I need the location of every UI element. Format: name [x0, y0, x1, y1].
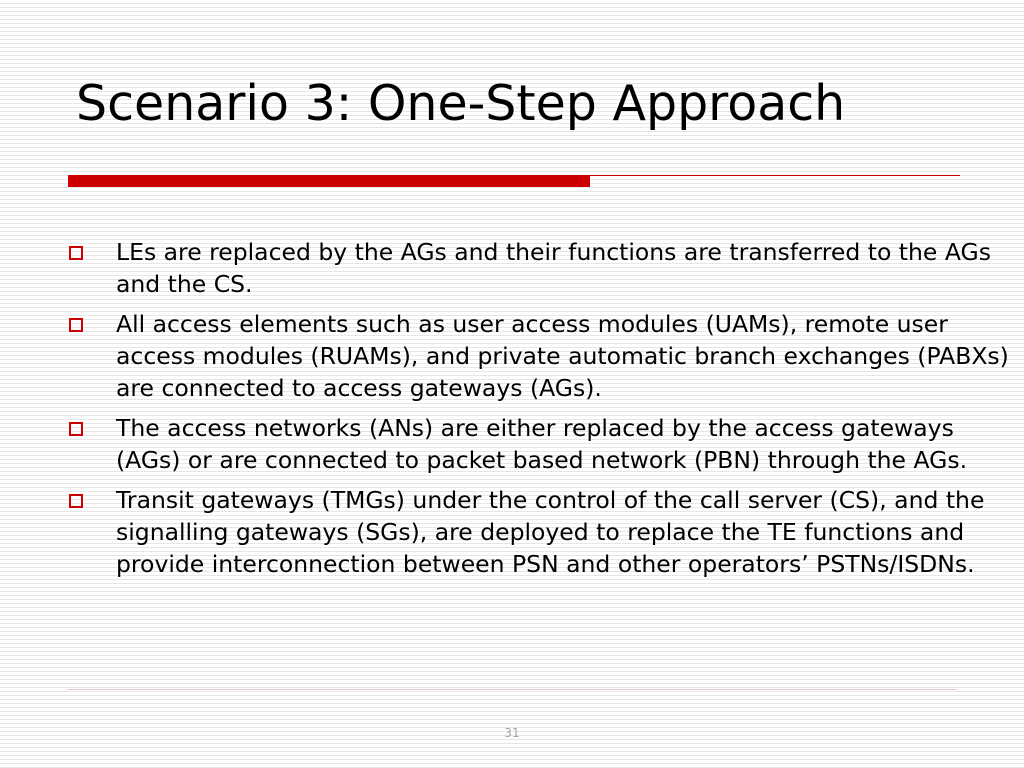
page-number: 31 — [504, 726, 520, 740]
bullet-text: All access elements such as user access modules (UAMs), remote user access modules (RUAMs), and private automatic branch exchanges (PABXs) are connected to access gateways (AGs). — [116, 310, 1009, 402]
bullet-text: LEs are replaced by the AGs and their functions are transferred to the AGs and the CS. — [116, 238, 991, 298]
bullet-list — [66, 236, 1018, 588]
slide-title: Scenario 3: One-Step Approach — [76, 75, 846, 132]
footer-divider — [68, 689, 956, 690]
bullet-text: Transit gateways (TMGs) under the control of the call server (CS), and the signalling gateways (SGs), are deployed to replace the TE functions and provide interconnection between PSN and other operators’ PSTNs/ISDNs. — [116, 486, 985, 578]
title-underline-thin — [590, 175, 960, 176]
hollow-square-bullet-icon — [69, 422, 83, 436]
bullet-item — [66, 236, 1018, 300]
bullet-item — [66, 484, 1018, 580]
title-underline-thick — [68, 175, 590, 187]
hollow-square-bullet-icon — [69, 494, 83, 508]
hollow-square-bullet-icon — [69, 318, 83, 332]
hollow-square-bullet-icon — [69, 246, 83, 260]
bullet-item — [66, 412, 1018, 476]
bullet-item — [66, 308, 1018, 404]
bullet-text: The access networks (ANs) are either replaced by the access gateways (AGs) or are connected to packet based network (PBN) through the AGs. — [116, 414, 968, 474]
